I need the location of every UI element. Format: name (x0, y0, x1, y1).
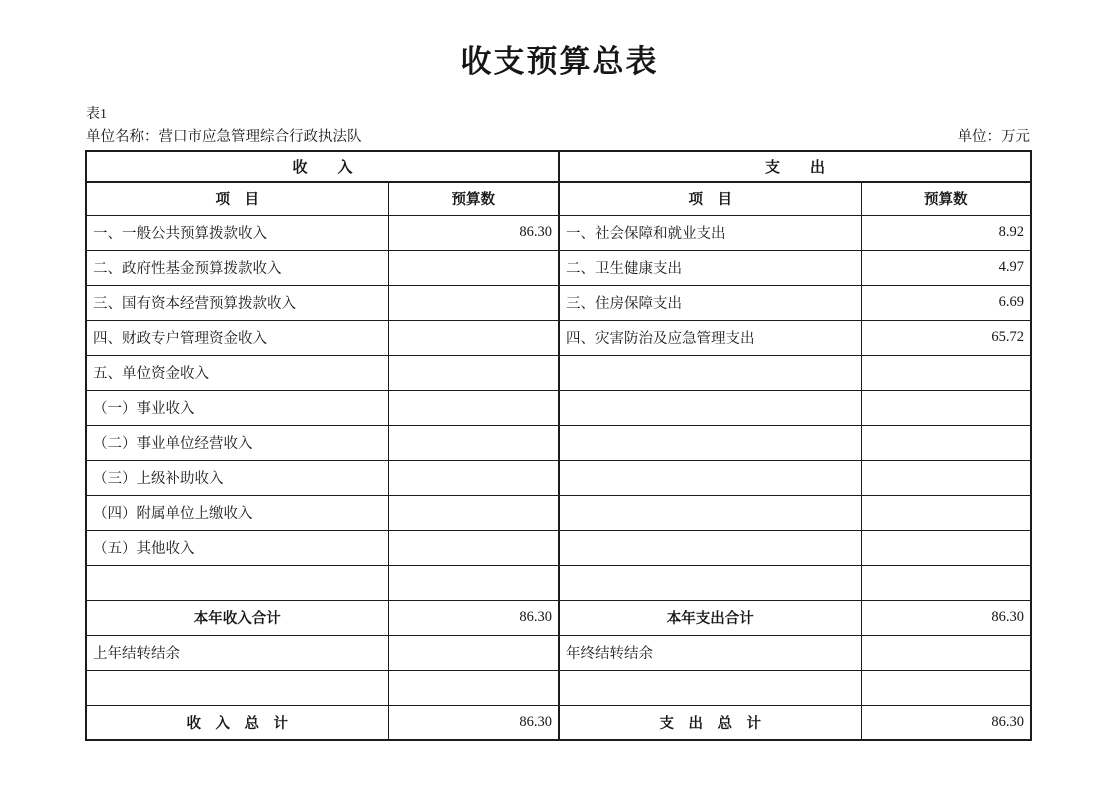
table-row (86, 530, 1031, 565)
table-row (86, 390, 1031, 425)
expense-item-cell: 一、社会保障和就业支出 (559, 215, 861, 250)
expense-value-cell (861, 425, 1031, 460)
expense-value-cell: 4.97 (861, 250, 1031, 285)
income-value-cell (388, 355, 559, 390)
income-item-cell: （二）事业单位经营收入 (86, 425, 388, 460)
expense-item-cell: 二、卫生健康支出 (559, 250, 861, 285)
income-value-cell: 86.30 (388, 705, 559, 740)
income-value-cell (388, 250, 559, 285)
expense-value-cell (861, 390, 1031, 425)
expense-value-cell: 86.30 (861, 705, 1031, 740)
income-value-cell (388, 460, 559, 495)
income-item-header: 项 目 (86, 182, 388, 215)
expense-item-cell (559, 495, 861, 530)
income-section-header: 收 入 (86, 151, 559, 182)
expense-item-cell: 支 出 总 计 (559, 705, 861, 740)
income-item-cell: 三、国有资本经营预算拨款收入 (86, 285, 388, 320)
income-item-cell (86, 670, 388, 705)
meta-row (86, 125, 1030, 146)
income-item-cell: 本年收入合计 (86, 600, 388, 635)
table-row (86, 355, 1031, 390)
expense-value-cell (861, 635, 1031, 670)
table-row (86, 215, 1031, 250)
section-header-row (86, 151, 1031, 182)
expense-value-cell (861, 530, 1031, 565)
income-item-cell: 五、单位资金收入 (86, 355, 388, 390)
income-item-cell: （五）其他收入 (86, 530, 388, 565)
income-value-cell (388, 635, 559, 670)
income-value-cell: 86.30 (388, 600, 559, 635)
unit-label: 单位：万元 (957, 129, 1030, 145)
expense-item-cell (559, 390, 861, 425)
income-value-cell (388, 425, 559, 460)
expense-item-cell: 四、灾害防治及应急管理支出 (559, 320, 861, 355)
income-value-cell (388, 565, 559, 600)
income-value-cell (388, 495, 559, 530)
expense-item-cell (559, 425, 861, 460)
income-item-cell: （三）上级补助收入 (86, 460, 388, 495)
expense-item-cell: 本年支出合计 (559, 600, 861, 635)
income-item-cell: （一）事业收入 (86, 390, 388, 425)
expense-value-cell (861, 460, 1031, 495)
expense-item-cell (559, 355, 861, 390)
income-item-cell: 四、财政专户管理资金收入 (86, 320, 388, 355)
income-budget-header: 预算数 (388, 182, 559, 215)
expense-item-cell: 三、住房保障支出 (559, 285, 861, 320)
table-row (86, 320, 1031, 355)
table-row (86, 495, 1031, 530)
table-row (86, 635, 1031, 670)
income-item-cell: 一、一般公共预算拨款收入 (86, 215, 388, 250)
expense-value-cell (861, 670, 1031, 705)
expense-item-cell (559, 530, 861, 565)
income-value-cell: 86.30 (388, 215, 559, 250)
income-value-cell (388, 320, 559, 355)
subtotal-row (86, 600, 1031, 635)
table-row (86, 285, 1031, 320)
income-value-cell (388, 285, 559, 320)
table-number-label: 表1 (86, 107, 107, 122)
expense-budget-header: 预算数 (861, 182, 1031, 215)
table-row (86, 565, 1031, 600)
income-value-cell (388, 390, 559, 425)
income-item-cell: 二、政府性基金预算拨款收入 (86, 250, 388, 285)
expense-value-cell (861, 565, 1031, 600)
expense-value-cell: 6.69 (861, 285, 1031, 320)
table-row (86, 670, 1031, 705)
budget-table (85, 150, 1032, 741)
income-item-cell (86, 565, 388, 600)
income-value-cell (388, 670, 559, 705)
income-item-cell: 上年结转结余 (86, 635, 388, 670)
expense-value-cell (861, 355, 1031, 390)
column-header-row (86, 182, 1031, 215)
expense-value-cell: 86.30 (861, 600, 1031, 635)
table-row (86, 250, 1031, 285)
table-row (86, 425, 1031, 460)
expense-value-cell: 65.72 (861, 320, 1031, 355)
expense-item-cell (559, 460, 861, 495)
expense-value-cell: 8.92 (861, 215, 1031, 250)
income-item-cell: 收 入 总 计 (86, 705, 388, 740)
page-title: 收支预算总表 (460, 44, 659, 79)
expense-value-cell (861, 495, 1031, 530)
expense-section-header: 支 出 (559, 151, 1031, 182)
expense-item-cell (559, 565, 861, 600)
expense-item-cell (559, 670, 861, 705)
grand-total-row (86, 705, 1031, 740)
income-item-cell: （四）附属单位上缴收入 (86, 495, 388, 530)
expense-item-cell: 年终结转结余 (559, 635, 861, 670)
table-row (86, 460, 1031, 495)
income-value-cell (388, 530, 559, 565)
unit-name-label: 单位名称：营口市应急管理综合行政执法队 (86, 129, 362, 145)
expense-item-header: 项 目 (559, 182, 861, 215)
